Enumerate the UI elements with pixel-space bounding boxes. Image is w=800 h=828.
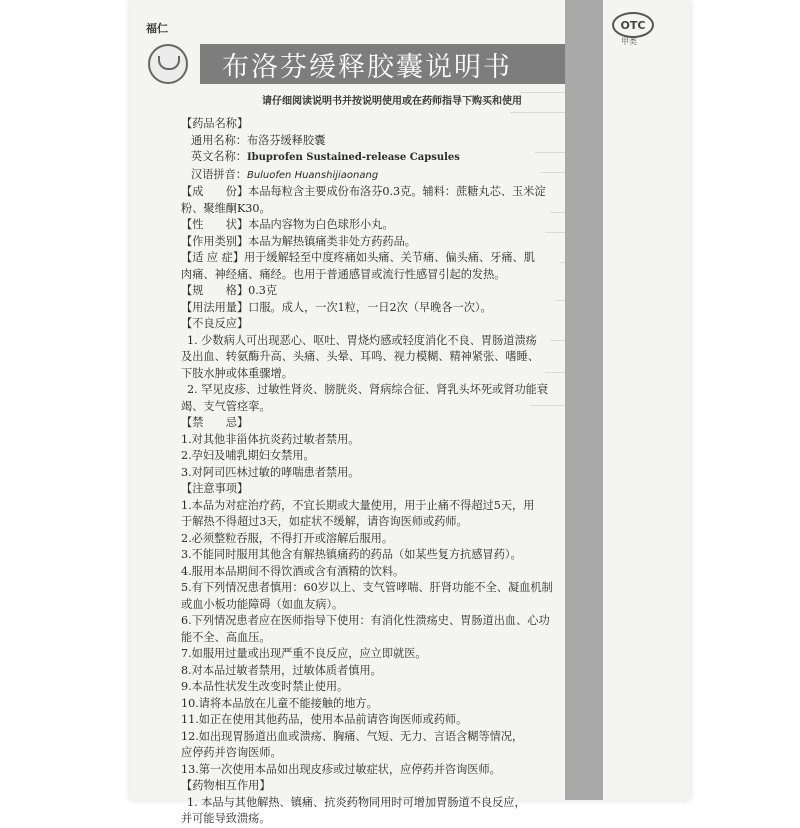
brand-logo-icon bbox=[148, 44, 188, 84]
contra-item-2: 2.孕妇及哺乳期妇女禁用。 bbox=[181, 449, 315, 462]
pinyin-line bbox=[181, 167, 561, 185]
section-header-interactions: 【药物相互作用】 bbox=[181, 779, 271, 792]
note-item-5: 5.有下列情况患者慎用：60岁以上、支气管哮喘、肝肾功能不全、凝血机制 bbox=[181, 581, 553, 594]
section-header-precautions: 【注意事项】 bbox=[181, 482, 249, 495]
section-header-name: 【药品名称】 bbox=[181, 117, 249, 130]
section-header-adverse: 【不良反应】 bbox=[181, 317, 249, 330]
pinyin-name: Buluofen Huanshijiaonang bbox=[246, 169, 379, 181]
leaflet-body bbox=[181, 116, 561, 828]
english-name-label: 英文名称： bbox=[191, 150, 247, 163]
otc-class-label: 甲类 bbox=[621, 37, 637, 46]
adverse-item-2: 2. 罕见皮疹、过敏性肾炎、膀胱炎、肾病综合征、肾乳头坏死或肾功能衰 bbox=[187, 383, 549, 396]
brand-name: 福仁 bbox=[146, 22, 168, 35]
note-item-12: 12.如出现胃肠道出血或溃疡、胸痛、气短、无力、言语含糊等情况， bbox=[181, 729, 524, 743]
adverse-item-2-cont: 竭、支气管痉挛。 bbox=[181, 399, 271, 413]
english-name-line bbox=[181, 149, 561, 167]
note-item-8: 8.对本品过敏者禁用，过敏体质者慎用。 bbox=[181, 663, 382, 677]
note-item-5-cont: 或血小板功能障碍（如血友病）。 bbox=[181, 597, 344, 611]
note-item-13: 13.第一次使用本品如出现皮疹或过敏症状，应停药并咨询医师。 bbox=[181, 762, 501, 776]
usage-notice: 请仔细阅读说明书并按说明使用或在药师指导下购买和使用 bbox=[262, 96, 522, 107]
note-item-10: 10.请将本品放在儿童不能接触的地方。 bbox=[181, 696, 378, 710]
specification: 【规 格】0.3克 bbox=[181, 284, 278, 297]
usage-dosage: 【用法用量】口服。成人，一次1粒，一日2次（早晚各一次）。 bbox=[181, 300, 492, 314]
category: 【作用类别】本品为解热镇痛类非处方药药品。 bbox=[181, 234, 416, 248]
otc-badge: OTC bbox=[612, 12, 654, 38]
note-item-6-cont: 能不全、高血压。 bbox=[181, 630, 271, 644]
gray-side-stripe bbox=[565, 0, 603, 800]
contra-item-3: 3.对阿司匹林过敏的哮喘患者禁用。 bbox=[181, 465, 360, 479]
note-item-3: 3.不能同时服用其他含有解热镇痛药的药品（如某些复方抗感冒药）。 bbox=[181, 548, 522, 561]
note-item-1-cont: 于解热不得超过3天，如症状不缓解，请咨询医师或药师。 bbox=[181, 515, 468, 528]
note-item-12-cont: 应停药并咨询医师。 bbox=[181, 746, 282, 759]
character: 【性 状】本品内容物为白色球形小丸。 bbox=[181, 218, 394, 231]
note-item-4: 4.服用本品期间不得饮酒或含有酒精的饮料。 bbox=[181, 564, 405, 578]
generic-name: 通用名称：布洛芬缓释胶囊 bbox=[191, 133, 326, 147]
indication: 【适 应 症】用于缓解轻至中度疼痛如头痛、关节痛、偏头痛、牙痛、肌 bbox=[181, 251, 535, 264]
note-item-2: 2.必须整粒吞服，不得打开或溶解后服用。 bbox=[181, 531, 394, 545]
composition: 【成 份】本品每粒含主要成份布洛芬0.3克。辅料：蔗糖丸芯、玉米淀 bbox=[181, 185, 546, 198]
note-item-1: 1.本品为对症治疗药，不宜长期或大量使用，用于止痛不得超过5天，用 bbox=[181, 498, 535, 512]
english-name: Ibuprofen Sustained-release Capsules bbox=[246, 152, 460, 163]
note-item-9: 9.本品性状发生改变时禁止使用。 bbox=[181, 680, 349, 693]
adverse-item-1-cont2: 下肢水肿或体重骤增。 bbox=[181, 366, 293, 380]
adverse-item-1-cont: 及出血、转氨酶升高、头痛、头晕、耳鸣、视力模糊、精神紧张、嗜睡、 bbox=[181, 350, 540, 363]
section-header-contraindications: 【禁 忌】 bbox=[181, 416, 249, 429]
note-item-6: 6.下列情况患者应在医师指导下使用：有消化性溃疡史、胃肠道出血、心功 bbox=[181, 614, 550, 627]
composition-cont: 粉、聚维酮K30。 bbox=[181, 201, 271, 215]
adverse-item-1: 1. 少数病人可出现恶心、呕吐、胃烧灼感或轻度消化不良、胃肠道溃疡 bbox=[187, 333, 537, 347]
pinyin-label: 汉语拼音： bbox=[191, 167, 247, 181]
note-item-11: 11.如正在使用其他药品，使用本品前请咨询医师或药师。 bbox=[181, 713, 468, 726]
contra-item-1: 1.对其他非甾体抗炎药过敏者禁用。 bbox=[181, 432, 360, 446]
note-item-7: 7.如服用过量或出现严重不良反应，应立即就医。 bbox=[181, 647, 427, 660]
interaction-item-1: 1. 本品与其他解热、镇痛、抗炎药物同用时可增加胃肠道不良反应， bbox=[187, 795, 526, 809]
indication-cont: 肉痛、神经痛、痛经。也用于普通感冒或流行性感冒引起的发热。 bbox=[181, 267, 506, 281]
interaction-item-1-cont: 并可能导致溃疡。 bbox=[181, 812, 271, 825]
document-title: 布洛芬缓释胶囊说明书 bbox=[200, 44, 565, 84]
right-panel bbox=[603, 0, 690, 800]
